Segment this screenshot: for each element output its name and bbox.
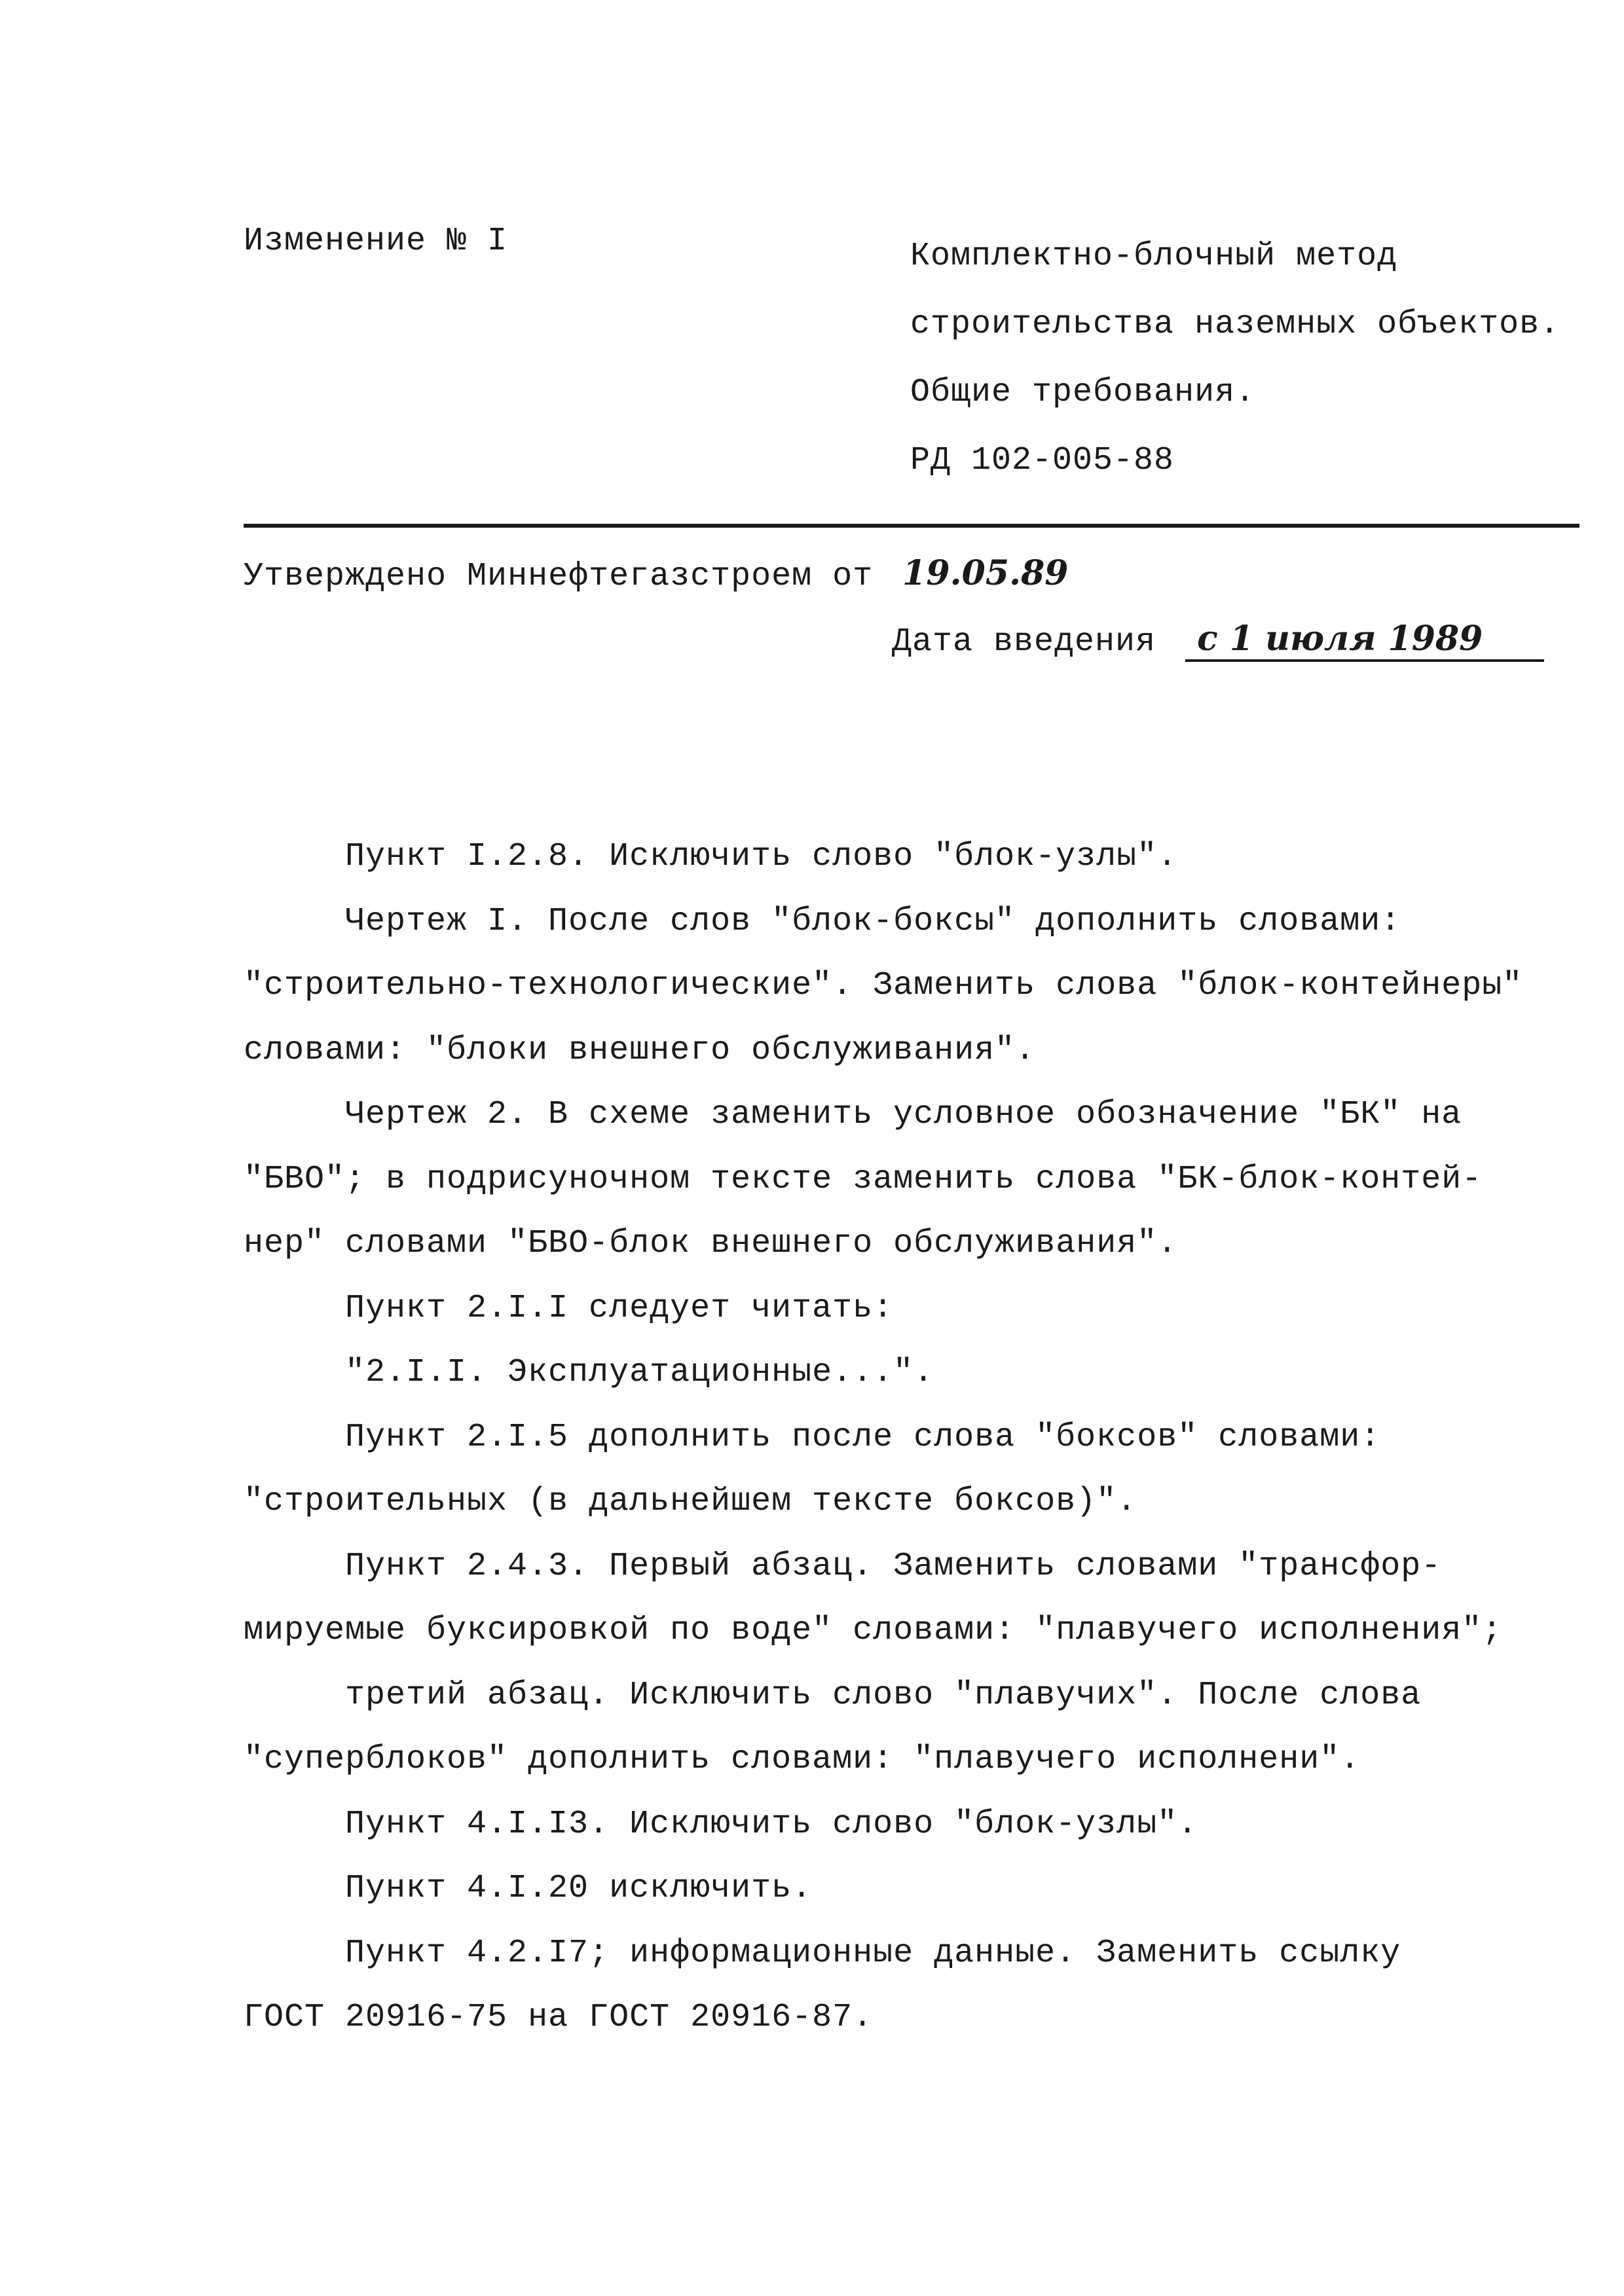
body-line: Пункт 4.I.I3. Исключить слово "блок-узлы".: [345, 1805, 1198, 1843]
body-line: "строительно-технологические". Заменить слова "блок-контейнеры": [244, 967, 1523, 1004]
horizontal-divider: [244, 524, 1579, 528]
body-line: Пункт 4.2.I7; информационные данные. Заменить ссылку: [345, 1934, 1401, 1972]
approved-date: 19.05.89: [902, 553, 1069, 593]
amendment-body: [244, 825, 1593, 2050]
body-line: третий абзац. Исключить слово "плавучих". После слова: [345, 1676, 1422, 1714]
body-line: Чертеж I. После слов "блок-боксы" дополнить словами:: [345, 902, 1401, 940]
intro-date-label: Дата введения: [892, 623, 1156, 661]
body-line: ГОСТ 20916-75 на ГОСТ 20916-87.: [244, 1999, 874, 2036]
body-line: Пункт 2.I.I следует читать:: [345, 1289, 894, 1327]
body-line: "2.I.I. Эксплуатационные...".: [345, 1354, 934, 1391]
body-line: Пункт 2.4.3. Первый абзац. Заменить словами "трансфор-: [345, 1547, 1442, 1585]
body-line: Пункт I.2.8. Исключить слово "блок-узлы".: [345, 838, 1178, 875]
approval-line: [244, 553, 1068, 595]
change-number: Изменение № I: [244, 223, 508, 260]
body-line: Пункт 4.I.20 исключить.: [345, 1870, 813, 1907]
body-line: мируемые буксировкой по воде" словами: "плавучего исполнения";: [244, 1612, 1503, 1649]
introduction-date-line: [892, 619, 1544, 662]
body-line: "суперблоков" дополнить словами: "плавучего исполнени".: [244, 1741, 1361, 1778]
doc-code: РД 102-005-88: [910, 442, 1175, 479]
document-title-block: [910, 223, 1560, 495]
intro-date-value: с 1 июля 1989: [1185, 619, 1544, 662]
approved-label: Утверждено Миннефтегазстроем от: [244, 558, 874, 595]
body-line: "БВО"; в подрисуночном тексте заменить слова "БК-блок-контей-: [244, 1160, 1483, 1198]
body-line: нер" словами "БВО-блок внешнего обслуживания".: [244, 1225, 1178, 1262]
body-line: Пункт 2.I.5 дополнить после слова "боксов" словами:: [345, 1418, 1381, 1456]
body-line: словами: "блоки внешнего обслуживания".: [244, 1031, 1036, 1069]
body-line: Чертеж 2. В схеме заменить условное обозначение "БК" на: [345, 1096, 1462, 1133]
body-line: "строительных (в дальнейшем тексте боксов)".: [244, 1483, 1137, 1520]
doc-title-line: Комплектно-блочный метод: [910, 238, 1398, 275]
doc-title-line: Общие требования.: [910, 374, 1256, 411]
doc-title-line: строительства наземных объектов.: [910, 306, 1560, 343]
